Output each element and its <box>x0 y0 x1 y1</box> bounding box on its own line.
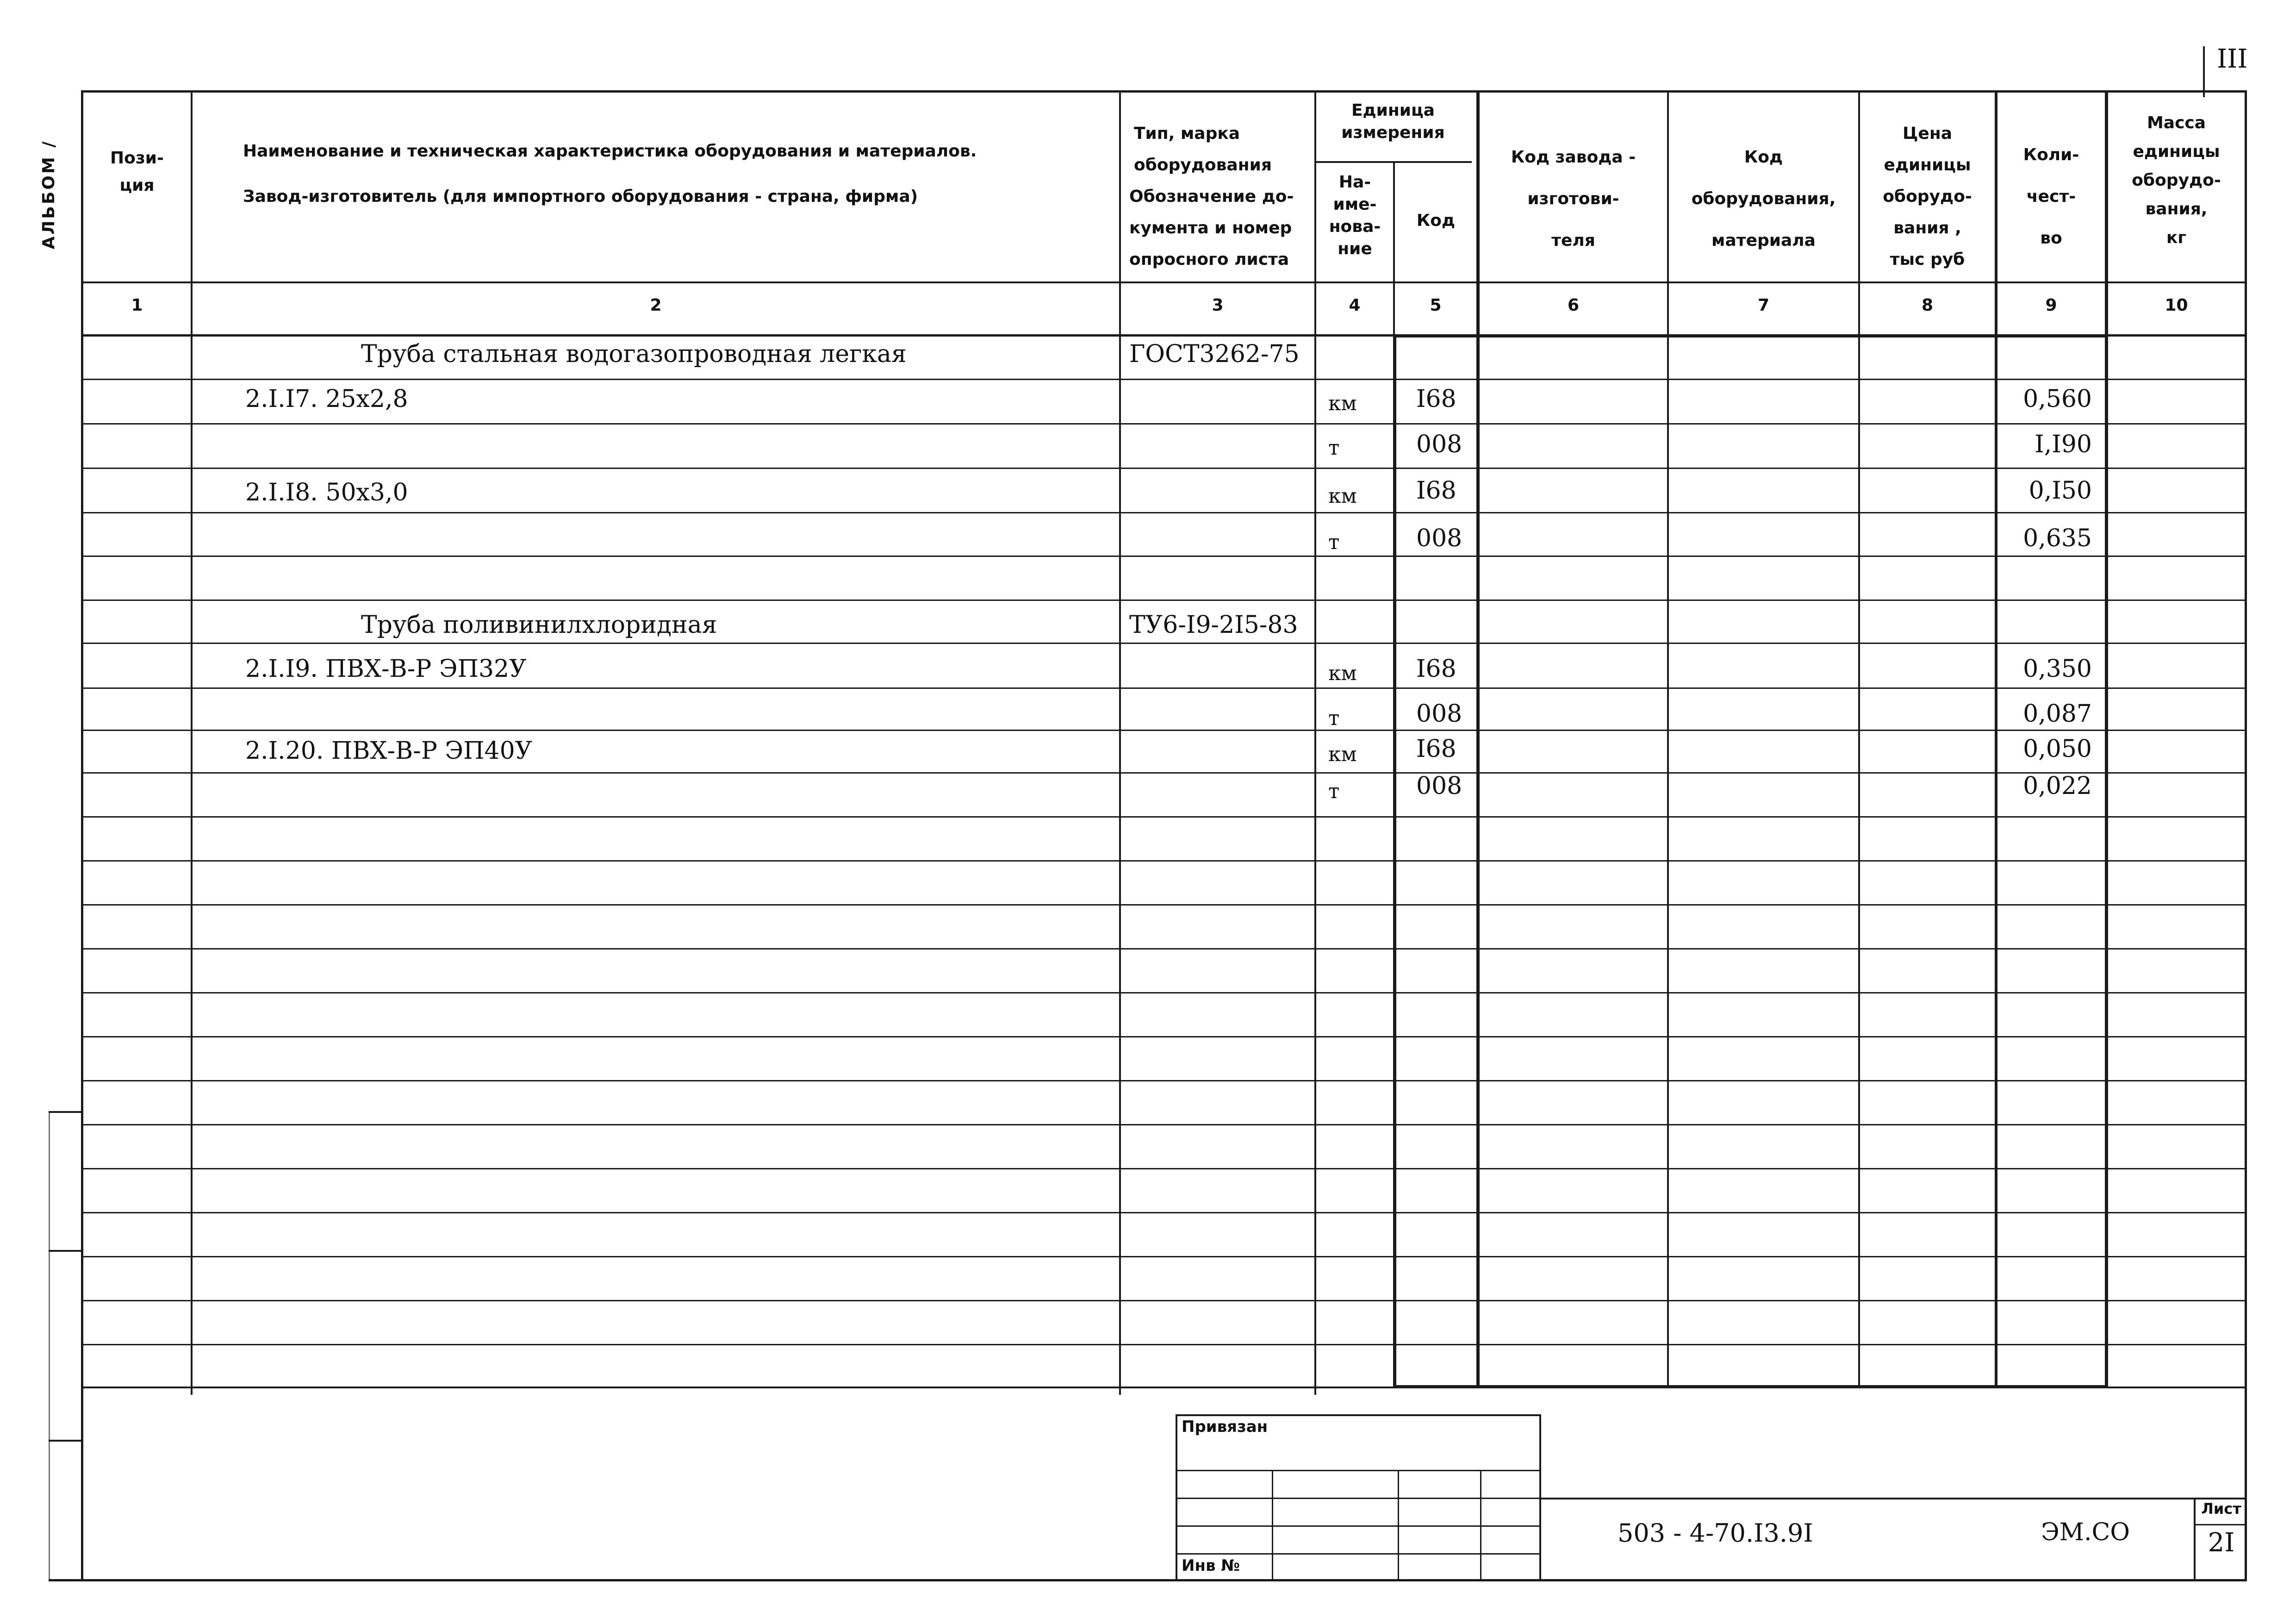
row-line <box>81 1212 2247 1213</box>
col-number-6: 6 <box>1567 296 1580 315</box>
stamp-line <box>1176 1498 1541 1499</box>
row-line <box>81 1036 2247 1037</box>
row-0-name: Труба стальная водогазопроводная легкая <box>361 340 907 368</box>
row-4-code: 008 <box>1416 525 1462 552</box>
title-block-line <box>1539 1498 2247 1499</box>
row-line <box>81 423 2247 425</box>
header-price: Цена единицы оборудо- вания , тыс руб <box>1883 124 1972 269</box>
col-line <box>1476 90 1480 1388</box>
row-line <box>81 643 2247 644</box>
row-4-qty: 0,635 <box>2023 525 2092 552</box>
col-number-2: 2 <box>650 296 662 315</box>
row-line <box>81 730 2247 731</box>
stamp-line <box>1176 1470 1541 1471</box>
stamp-tied-label: Привязан <box>1182 1418 1268 1436</box>
stamp-line <box>1176 1414 1541 1416</box>
row-3-qty: 0,I50 <box>2028 477 2092 505</box>
row-line <box>81 772 2247 774</box>
row-9-qty: 0,022 <box>2023 772 2092 800</box>
margin-line <box>49 1440 83 1442</box>
col-number-7: 7 <box>1757 296 1770 315</box>
col-number-3: 3 <box>1212 296 1224 315</box>
row-6-qty: 0,350 <box>2023 655 2092 683</box>
doc-number: 503 - 4-70.I3.9I <box>1618 1518 1813 1548</box>
stamp-line <box>1176 1553 1541 1555</box>
col-number-10: 10 <box>2165 296 2188 315</box>
row-line <box>81 948 2247 949</box>
col-line <box>2105 90 2108 1388</box>
band-top <box>1393 334 2108 337</box>
row-7-code: 008 <box>1416 700 1462 728</box>
sheet-label: Лист <box>2201 1500 2241 1518</box>
row-6-name: 2.I.I9. ПВХ-В-Р ЭП32У <box>245 655 527 683</box>
row-line <box>81 860 2247 862</box>
row-5-name: Труба поливинилхлоридная <box>361 611 717 639</box>
row-9-unit: т <box>1328 780 1340 803</box>
header-type: Тип, марка оборудования Обозначение до- кумента и номер опросного листа <box>1129 124 1294 269</box>
stamp-inv-label: Инв № <box>1182 1556 1240 1575</box>
row-4-unit: т <box>1328 531 1340 554</box>
row-7-qty: 0,087 <box>2023 700 2092 728</box>
row-1-code: I68 <box>1416 385 1456 413</box>
row-2-qty: I,I90 <box>2035 431 2092 458</box>
row-2-code: 008 <box>1416 431 1462 458</box>
col-number-8: 8 <box>1921 296 1934 315</box>
header-qty: Коли- чест- во <box>2023 145 2079 248</box>
row-6-unit: км <box>1328 662 1357 685</box>
header-factory-code: Код завода - изготови- теля <box>1511 148 1636 250</box>
col-number-5: 5 <box>1430 296 1442 315</box>
row-3-name: 2.I.I8. 50х3,0 <box>245 479 408 506</box>
frame-right <box>2245 90 2247 1581</box>
row-line <box>81 992 2247 993</box>
stamp-line <box>1176 1525 1541 1527</box>
row-1-name: 2.I.I7. 25х2,8 <box>245 385 408 413</box>
row-line <box>81 512 2247 513</box>
margin-line <box>49 1111 50 1581</box>
stamp-line <box>1272 1470 1273 1581</box>
row-line <box>81 1080 2247 1081</box>
row-line <box>81 904 2247 906</box>
row-line <box>81 1256 2247 1257</box>
side-label: АЛЬБОМ / <box>39 139 58 250</box>
row-5-type: ТУ6-I9-2I5-83 <box>1129 611 1298 639</box>
margin-line <box>49 1111 83 1113</box>
row-6-code: I68 <box>1416 655 1456 683</box>
table-bottom <box>81 1387 2247 1388</box>
row-8-unit: км <box>1328 743 1357 766</box>
header-unit-name: На- име- нова- ние <box>1329 173 1381 258</box>
row-8-qty: 0,050 <box>2023 735 2092 763</box>
header-unit-code: Код <box>1416 211 1456 230</box>
row-line <box>81 816 2247 818</box>
frame-top <box>81 90 2247 93</box>
doc-code: ЭМ.СО <box>2041 1518 2130 1546</box>
row-line <box>81 556 2247 557</box>
row-line <box>81 1344 2247 1345</box>
row-7-unit: т <box>1328 706 1340 730</box>
col-number-1: 1 <box>131 296 143 315</box>
row-line <box>81 687 2247 689</box>
margin-line <box>49 1250 83 1252</box>
row-2-unit: т <box>1328 436 1340 460</box>
corner-divider <box>2203 46 2205 97</box>
row-line <box>81 1300 2247 1301</box>
row-line <box>81 379 2247 380</box>
row-8-code: I68 <box>1416 735 1456 763</box>
row-8-name: 2.I.20. ПВХ-В-Р ЭП40У <box>245 737 533 765</box>
col-number-4: 4 <box>1349 296 1361 315</box>
row-0-type: ГОСТ3262-75 <box>1129 340 1300 368</box>
row-1-qty: 0,560 <box>2023 385 2092 413</box>
row-3-unit: км <box>1328 484 1357 508</box>
margin-line <box>81 1395 83 1580</box>
frame-bottom <box>49 1579 2247 1581</box>
row-line <box>81 1168 2247 1169</box>
header-mass: Масса единицы оборудо- вания, кг <box>2132 113 2221 247</box>
title-block-line <box>2194 1524 2247 1525</box>
header-pos: Пози- ция <box>110 149 164 195</box>
header-equip-code: Код оборудования, материала <box>1691 148 1836 250</box>
sheet-number: 2I <box>2208 1528 2235 1558</box>
stamp-line <box>1480 1470 1481 1581</box>
sheet-corner-number: III <box>2217 44 2248 74</box>
row-1-unit: км <box>1328 392 1357 415</box>
row-line <box>81 468 2247 469</box>
row-3-code: I68 <box>1416 477 1456 505</box>
row-line <box>81 600 2247 601</box>
header-unit-group: Единица измерения <box>1341 101 1445 142</box>
header-name: Наименование и техническая характеристика оборудования и материалов. Завод-изготовитель (для импортного оборудования - страна, фирма) <box>243 142 977 206</box>
col-number-9: 9 <box>2045 296 2057 315</box>
stamp-line <box>1398 1470 1399 1581</box>
row-line <box>81 1124 2247 1125</box>
row-9-code: 008 <box>1416 772 1462 800</box>
